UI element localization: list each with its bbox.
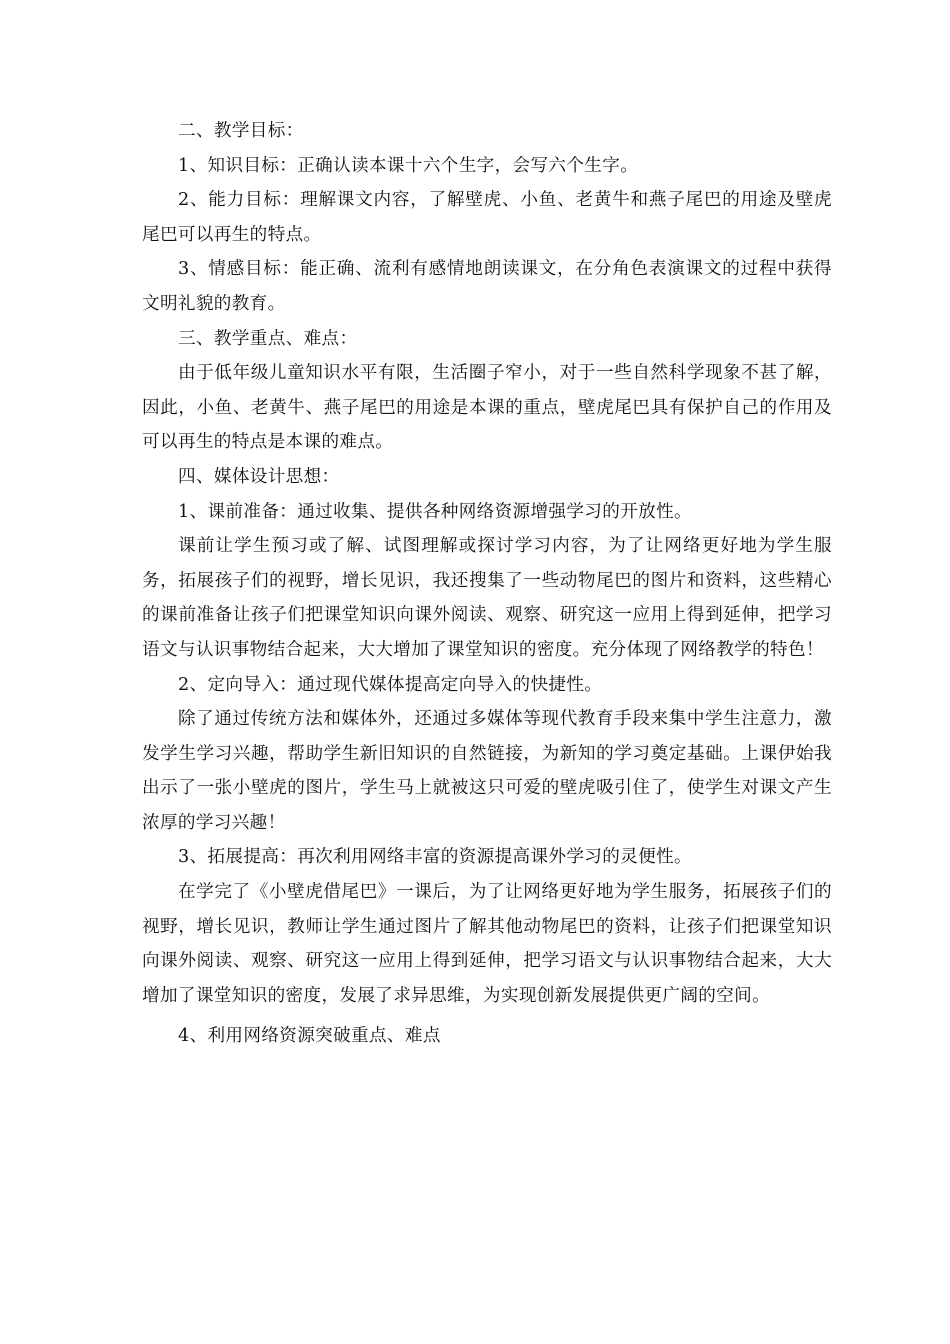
ability-goal-paragraph: 2、能力目标：理解课文内容，了解壁虎、小鱼、老黄牛和燕子尾巴的用途及壁虎尾巴可以再生的特点。 (142, 190, 832, 245)
section-heading-media-design: 四、媒体设计思想： (178, 466, 340, 487)
knowledge-goal-paragraph: 1、知识目标：正确认读本课十六个生字，会写六个生字。 (178, 155, 639, 176)
pre-class-preparation-paragraph: 课前让学生预习或了解、试图理解或探讨学习内容，为了让网络更好地为学生服务，拓展孩子们的视野，增长见识，我还搜集了一些动物尾巴的图片和资料，这些精心的课前准备让孩子们把课堂知识向课外阅读、观察、研究这一应用上得到延伸，把学习语文与认识事物结合起来，大大增加了课堂知识的密度。充分体现了网络教学的特色！ (142, 536, 832, 660)
emotion-goal-paragraph: 3、情感目标：能正确、流利有感情地朗读课文，在分角色表演课文的过程中获得文明礼貌的教育。 (142, 259, 832, 314)
section-heading-key-points: 三、教学重点、难点： (178, 328, 358, 349)
directed-introduction-heading: 2、定向导入：通过现代媒体提高定向导入的快捷性。 (178, 674, 603, 695)
pre-class-preparation-heading: 1、课前准备：通过收集、提供各种网络资源增强学习的开放性。 (178, 501, 692, 522)
network-resources-heading: 4、利用网络资源突破重点、难点 (178, 1026, 441, 1047)
key-points-paragraph: 由于低年级儿童知识水平有限，生活圈子窄小，对于一些自然科学现象不甚了解，因此，小鱼、老黄牛、燕子尾巴的用途是本课的重点，壁虎尾巴具有保护自己的作用及可以再生的特点是本课的难点。 (142, 363, 832, 453)
extension-paragraph: 在学完了《小壁虎借尾巴》一课后，为了让网络更好地为学生服务，拓展孩子们的视野，增长见识，教师让学生通过图片了解其他动物尾巴的资料，让孩子们把课堂知识向课外阅读、观察、研究这一应用上得到延伸，把学习语文与认识事物结合起来，大大增加了课堂知识的密度，发展了求异思维，为实现创新发展提供更广阔的空间。 (142, 882, 832, 1006)
section-heading-teaching-goals: 二、教学目标： (178, 121, 304, 141)
directed-introduction-paragraph: 除了通过传统方法和媒体外，还通过多媒体等现代教育手段来集中学生注意力，激发学生学习兴趣，帮助学生新旧知识的自然链接，为新知的学习奠定基础。上课伊始我出示了一张小壁虎的图片，学生马上就被这只可爱的壁虎吸引住了，使学生对课文产生浓厚的学习兴趣！ (142, 709, 832, 833)
extension-heading: 3、拓展提高：再次利用网络丰富的资源提高课外学习的灵便性。 (178, 847, 692, 868)
document-body (142, 114, 832, 1054)
